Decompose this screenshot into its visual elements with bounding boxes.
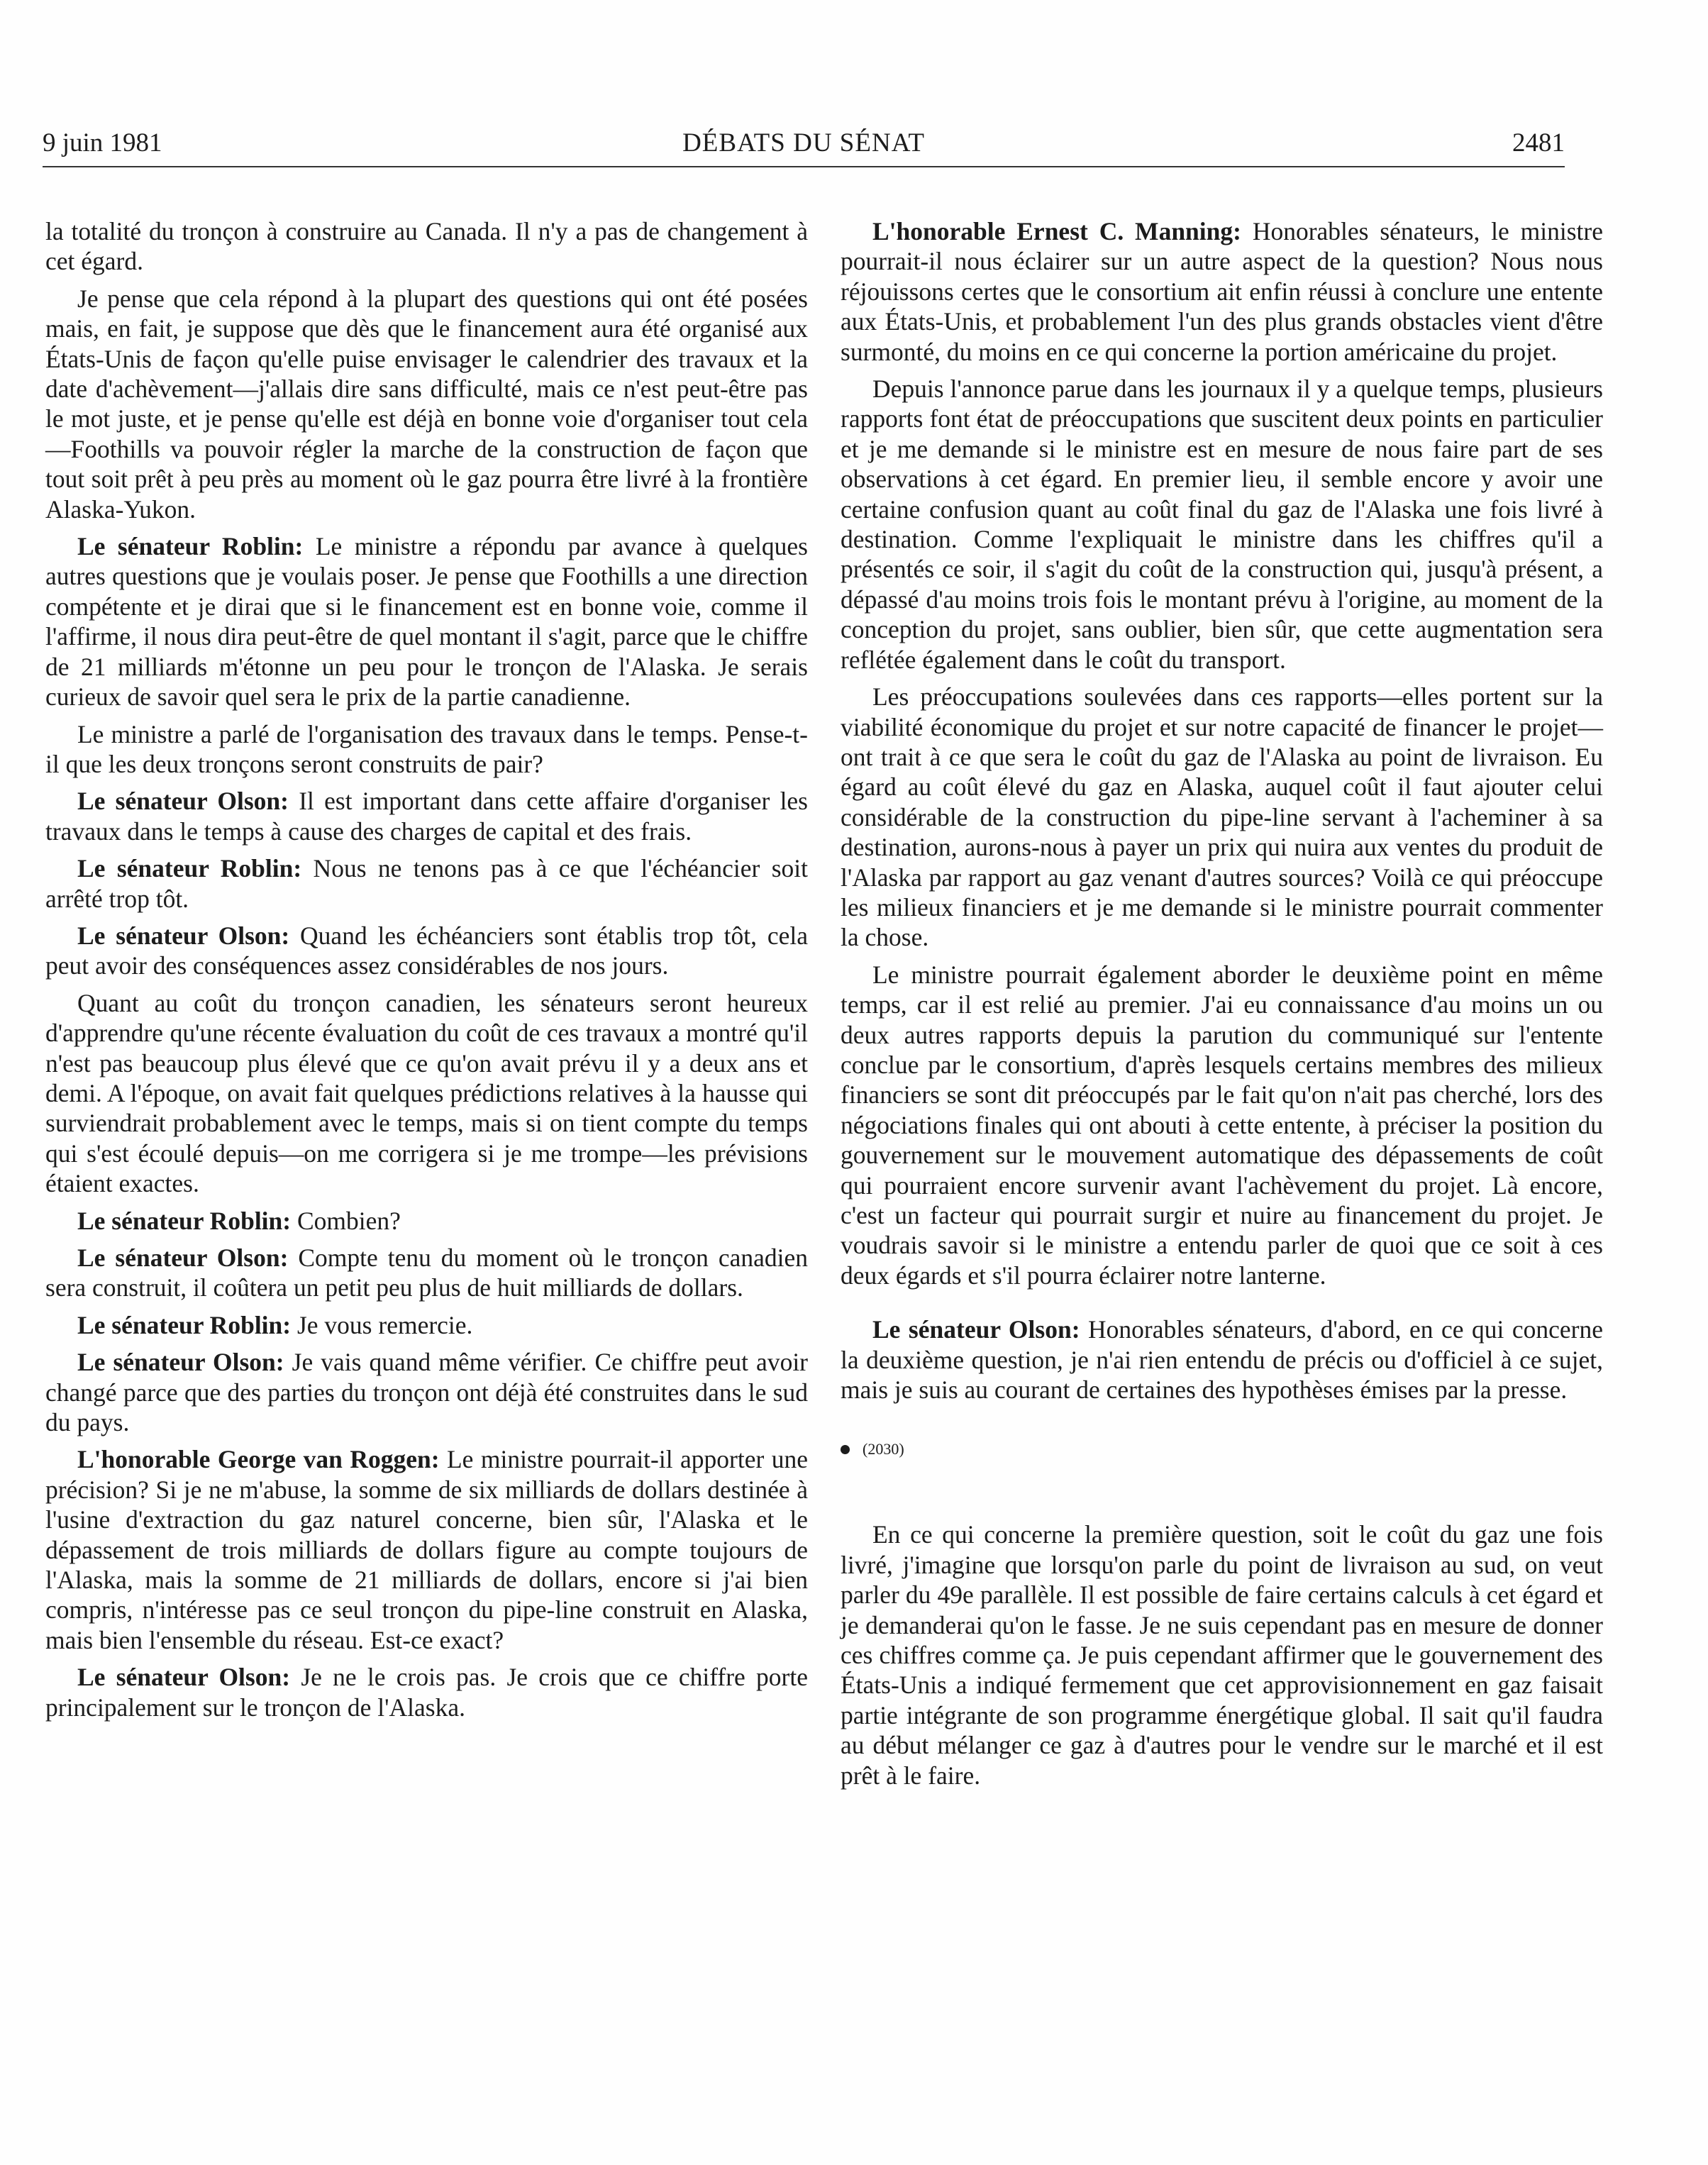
paragraph: L'honorable Ernest C. Manning: Honorables sénateurs, le ministre pourrait-il nous éclairer sur un autre aspect de la question? Nous nous réjouissons certes que le consortium ait enfin réussi à conclure une entente aux États-Unis, et probablement l'un des plus grands obstacles vient d'être surmonté, du moins en ce qui concerne la portion américaine du projet. — [841, 217, 1603, 366]
paragraph: Le sénateur Roblin: Combien? — [77, 1206, 401, 1235]
right-column — [841, 216, 1603, 1798]
page-header — [43, 128, 1565, 170]
speaker-name: Le sénateur Olson: — [872, 1315, 1080, 1344]
paragraph: Quant au coût du tronçon canadien, les sénateurs seront heureux d'apprendre qu'une récente évaluation du coût de ces travaux a montré qu'il n'est pas beaucoup plus élevé que ce qu'on avait prévu il y a deux ans et demi. A l'époque, on avait fait quelques prédictions relatives à la hausse qui surviendrait probablement avec le temps, mais si on tient compte du temps qui s'est écoulé depuis—on me corrigera si je me trompe—les prévisions étaient exactes. — [45, 988, 808, 1198]
paragraph: Le ministre pourrait également aborder le deuxième point en même temps, car il est relié au premier. J'ai eu connaissance d'au moins un ou deux autres rapports depuis la parution du communiqué sur l'entente conclue par le consortium, d'après lesquels certains membres des milieux financiers se sont dit préoccupés par le fait qu'on n'ait pas cherché, lors des négociations finales qui ont abouti à cette entente, à préciser la position du gouvernement sur le mouvement automatique des dépassements de coût qui pourraient encore survenir avant l'achèvement du projet. Là encore, c'est un facteur qui pourrait surgir et nuire au financement du projet. Je voudrais savoir si le ministre a entendu parler de quoi que ce soit à ces deux égards et s'il pourra éclairer notre lanterne. — [841, 960, 1603, 1290]
paragraph: Le sénateur Olson: Honorables sénateurs, d'abord, en ce qui concerne la deuxième question, je n'ai rien entendu de précis ou d'officiel à ce sujet, mais je suis au courant de certaines des hypothèses émises par la presse. — [841, 1315, 1603, 1405]
paragraph: Le sénateur Olson: Il est important dans cette affaire d'organiser les travaux dans le temps à cause des charges de capital et des frais. — [45, 787, 808, 846]
paragraph: Depuis l'annonce parue dans les journaux il y a quelque temps, plusieurs rapports font état de préoccupations que suscitent deux points en particulier et je me demande si le ministre est en mesure de nous faire part de ses observations à cet égard. En premier lieu, il semble encore y avoir une certaine confusion quant au coût final du gaz de l'Alaska une fois livré à destination. Comme l'expliquait le ministre dans les chiffres qu'il a présentés ce soir, il s'agit du coût de la construction qui, jusqu'à présent, a dépassé d'au moins trois fois le montant prévu à l'origine, au moment de la conception du projet, sans oublier, bien sûr, que cette augmentation sera reflétée également dans le coût du transport. — [841, 375, 1603, 674]
paragraph: Le sénateur Olson: Je ne le crois pas. Je crois que ce chiffre porte principalement sur le tronçon de l'Alaska. — [45, 1663, 808, 1722]
speaker-name: Le sénateur Olson: — [77, 1348, 284, 1377]
paragraph: Le sénateur Olson: Je vais quand même vérifier. Ce chiffre peut avoir changé parce que des parties du tronçon ont déjà été construites dans le sud du pays. — [45, 1348, 809, 1437]
speaker-name: Le sénateur Roblin: — [77, 1310, 292, 1339]
speaker-name: Le sénateur Olson: — [77, 921, 290, 950]
paragraph: Les préoccupations soulevées dans ces rapports—elles portent sur la viabilité économique du projet et sur notre capacité de financer le projet—ont trait à ce que sera le coût du gaz de l'Alaska au point de livraison. Eu égard au coût élevé du gaz en Alaska, auquel coût il faut ajouter celui considérable de la construction du pipe-line servant à l'acheminer à sa destination, aurons-nous à payer un prix qui nuira aux ventes du produit de l'Alaska par rapport au gaz venant d'autres sources? Voilà ce qui préoccupe les milieux financiers et je me demande si le ministre pourrait commenter la chose. — [841, 682, 1603, 952]
speaker-name: L'honorable George van Roggen: — [77, 1445, 440, 1474]
page-number: 2481 — [1512, 128, 1565, 157]
time-marker — [841, 1439, 1603, 1460]
header-date: 9 juin 1981 — [43, 128, 162, 157]
paragraph: Le sénateur Roblin: Nous ne tenons pas à ce que l'échéancier soit arrêté trop tôt. — [45, 854, 808, 913]
left-column — [45, 216, 808, 1729]
paragraph: Le sénateur Olson: Compte tenu du moment où le tronçon canadien sera construit, il coûtera un petit peu plus de huit milliards de dollars. — [45, 1244, 808, 1302]
speaker-name: Le sénateur Olson: — [77, 1244, 289, 1272]
paragraph: En ce qui concerne la première question, soit le coût du gaz une fois livré, j'imagine que lorsqu'on parle du point de livraison au sud, on veut parler du 49e parallèle. Il est possible de faire certains calculs à cet égard et je demanderai qu'on le fasse. Je ne suis cependant pas en mesure de donner ces chiffres comme ça. Je puis cependant affirmer que le gouvernement des États-Unis a indiqué fermement que cet approvisionnement en gaz faisait partie intégrante de son programme énergétique global. Il sait qu'il faudra au début mélanger ce gaz à d'autres pour le vendre sur le marché et il est prêt à le faire. — [841, 1520, 1603, 1790]
paragraph: Le sénateur Roblin: Je vous remercie. — [77, 1310, 473, 1339]
speaker-name: Le sénateur Roblin: — [77, 532, 304, 561]
header-rule — [43, 166, 1565, 167]
speaker-name: Le sénateur Olson: — [77, 1663, 291, 1692]
speaker-name: Le sénateur Olson: — [77, 787, 289, 816]
paragraph: Le sénateur Roblin: Le ministre a répondu par avance à quelques autres questions que je voulais poser. Je pense que Foothills a une direction compétente et je dirai que si le financement est en bonne voie, comme il l'affirme, il nous dira peut-être de quel montant il s'agit, parce que le chiffre de 21 milliards m'étonne un peu pour le tronçon de l'Alaska. Je serais curieux de savoir quel sera le prix de la partie canadienne. — [45, 532, 808, 711]
header-title: DÉBATS DU SÉNAT — [682, 128, 925, 157]
paragraph: Le sénateur Olson: Quand les échéanciers sont établis trop tôt, cela peut avoir des conséquences assez considérables de nos jours. — [45, 921, 809, 980]
speaker-name: Le sénateur Roblin: — [77, 854, 302, 883]
paragraph: la totalité du tronçon à construire au Canada. Il n'y a pas de changement à cet égard. — [45, 217, 808, 276]
speaker-name: L'honorable Ernest C. Manning: — [872, 217, 1241, 245]
paragraph: Le ministre a parlé de l'organisation des travaux dans le temps. Pense-t-il que les deux tronçons seront construits de pair? — [45, 719, 808, 778]
time-marker-text: (2030) — [863, 1440, 904, 1458]
paragraph: L'honorable George van Roggen: Le ministre pourrait-il apporter une précision? Si je ne m'abuse, la somme de six milliards de dollars destinée à l'usine d'extraction du gaz naturel concerne, bien sûr, l'Alaska et le dépassement de trois milliards de dollars figure au compte toujours de l'Alaska, mais la somme de 21 milliards de dollars, encore si j'ai bien compris, n'intéresse pas ce seul tronçon du pipe-line construit en Alaska, mais bien l'ensemble du réseau. Est-ce exact? — [45, 1445, 808, 1654]
bullet-icon — [841, 1445, 850, 1454]
speaker-name: Le sénateur Roblin: — [77, 1206, 292, 1235]
paragraph: Je pense que cela répond à la plupart des questions qui ont été posées mais, en fait, je suppose que dès que le financement aura été organisé aux États-Unis de façon qu'elle puise envisager le calendrier des travaux et la date d'achèvement—j'allais dire sans difficulté, mais ce n'est peut-être pas le mot juste, et je pense qu'elle est déjà en bonne voie d'organiser tout cela—Foothills va pouvoir régler la marche de la construction de façon que tout soit prêt à peu près au moment où le gaz pourra être livré à la frontière Alaska-Yukon. — [45, 284, 808, 524]
